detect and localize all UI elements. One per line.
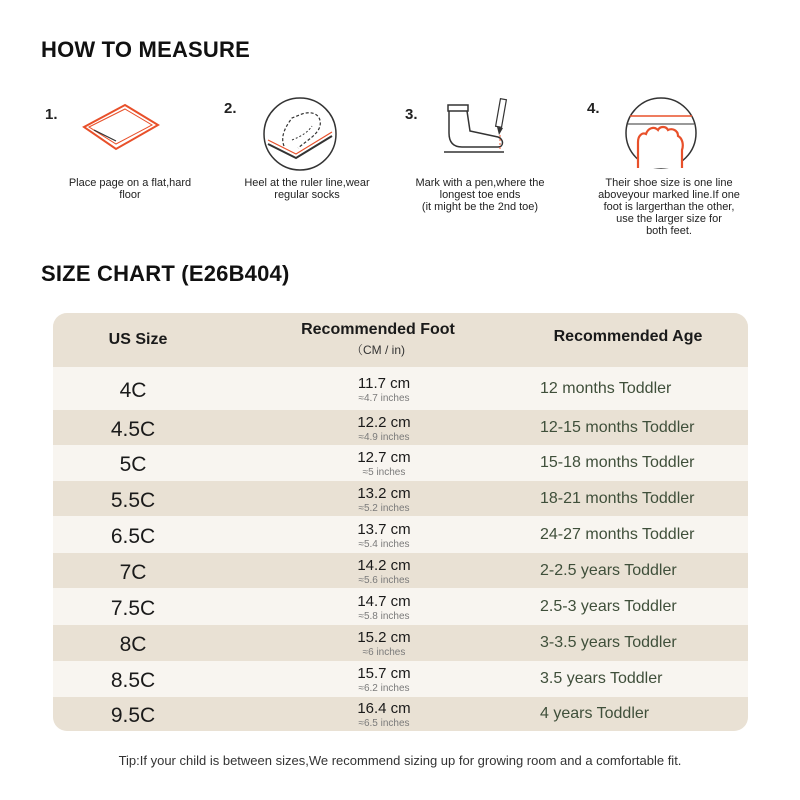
table-row	[53, 516, 748, 553]
recommended-age-cell: 3-3.5 years Toddler	[540, 634, 677, 651]
recommended-age-cell: 3.5 years Toddler	[540, 670, 663, 687]
us-size-cell: 9.5C	[110, 704, 156, 727]
foot-inches-cell: ≈5.6 inches	[358, 574, 410, 586]
foot-inches-cell: ≈4.7 inches	[358, 392, 410, 404]
recommended-age-cell: 18-21 months Toddler	[540, 489, 695, 507]
us-size-cell: 4C	[119, 378, 147, 402]
paper-on-floor-icon	[80, 97, 160, 177]
foot-inches-cell: ≈5.8 inches	[358, 610, 410, 622]
us-size-cell: 6.5C	[110, 524, 156, 548]
step-caption: Their shoe size is one line aboveyour marked line.If one foot is largerthan the other, use the larger size for both feet.	[598, 177, 740, 237]
us-size-cell: 5.5C	[110, 488, 156, 512]
foot-cm-cell: 15.2 cm	[357, 629, 411, 646]
foot-cm-cell: 13.2 cm	[357, 484, 411, 502]
step-number: 3.	[405, 106, 418, 123]
step-caption: Place page on a flat,hard floor	[68, 177, 192, 201]
table-row	[53, 445, 748, 481]
sizing-tip: Tip:If your child is between sizes,We recommend sizing up for growing room and a comfortable fit.	[118, 753, 682, 768]
foot-cm-cell: 16.4 cm	[357, 700, 411, 717]
foot-cm-cell: 12.7 cm	[357, 449, 411, 466]
table-row	[53, 697, 748, 731]
foot-inches-cell: ≈5.4 inches	[358, 538, 410, 550]
table-header	[53, 313, 748, 367]
recommended-age-cell: 24-27 months Toddler	[540, 525, 695, 543]
foot-inches-cell: ≈6.5 inches	[358, 718, 410, 729]
toe-line-icon	[624, 96, 704, 176]
header-us-size: US Size	[108, 331, 168, 348]
foot-inches-cell: ≈4.9 inches	[358, 431, 410, 443]
foot-inches-cell: ≈6.2 inches	[358, 683, 410, 694]
sock-and-pen-icon	[440, 97, 520, 177]
table-row	[53, 588, 748, 625]
recommended-age-cell: 15-18 months Toddler	[540, 454, 695, 471]
us-size-cell: 5C	[119, 453, 147, 476]
step-number: 2.	[224, 100, 237, 117]
step-3	[395, 92, 565, 252]
table-row	[53, 410, 748, 445]
how-to-measure-title: HOW TO MEASURE	[41, 37, 250, 62]
us-size-cell: 7C	[119, 560, 147, 584]
foot-inches-cell: ≈5.2 inches	[358, 502, 410, 514]
foot-cm-cell: 13.7 cm	[357, 520, 411, 538]
recommended-age-cell: 12-15 months Toddler	[540, 418, 695, 436]
us-size-cell: 8.5C	[110, 669, 156, 692]
us-size-cell: 7.5C	[110, 596, 156, 620]
foot-cm-cell: 12.2 cm	[357, 413, 411, 431]
size-chart-table	[53, 313, 748, 731]
step-number: 1.	[45, 106, 58, 123]
table-row	[53, 553, 748, 588]
header-recommended-age: Recommended Age	[553, 328, 703, 345]
table-row	[53, 481, 748, 516]
recommended-age-cell: 2-2.5 years Toddler	[540, 561, 677, 579]
table-row	[53, 661, 748, 697]
step-1	[45, 92, 215, 252]
size-chart-title: SIZE CHART (E26B404)	[41, 261, 290, 286]
foot-cm-cell: 14.2 cm	[357, 556, 411, 574]
table-row	[53, 625, 748, 661]
foot-cm-cell: 15.7 cm	[357, 665, 411, 682]
step-caption: Heel at the ruler line,wear regular socks	[244, 177, 370, 201]
foot-inches-cell: ≈5 inches	[362, 467, 406, 478]
foot-inches-cell: ≈6 inches	[362, 647, 406, 658]
step-2	[222, 92, 392, 252]
foot-cm-cell: 14.7 cm	[357, 592, 411, 610]
foot-cm-cell: 11.7 cm	[357, 374, 411, 392]
heel-at-line-icon	[262, 96, 342, 176]
step-number: 4.	[587, 100, 600, 117]
recommended-age-cell: 4 years Toddler	[540, 705, 650, 722]
step-caption: Mark with a pen,where the longest toe ends (it might be the 2nd toe)	[415, 177, 545, 213]
table-row	[53, 367, 748, 410]
header-recommended-foot	[273, 321, 483, 358]
header-foot-label: Recommended Foot	[301, 321, 455, 338]
recommended-age-cell: 2.5-3 years Toddler	[540, 597, 677, 615]
us-size-cell: 4.5C	[110, 417, 156, 441]
recommended-age-cell: 12 months Toddler	[540, 379, 672, 397]
us-size-cell: 8C	[119, 633, 147, 656]
header-foot-unit: （CM / in)	[350, 343, 405, 357]
step-4	[584, 92, 754, 252]
